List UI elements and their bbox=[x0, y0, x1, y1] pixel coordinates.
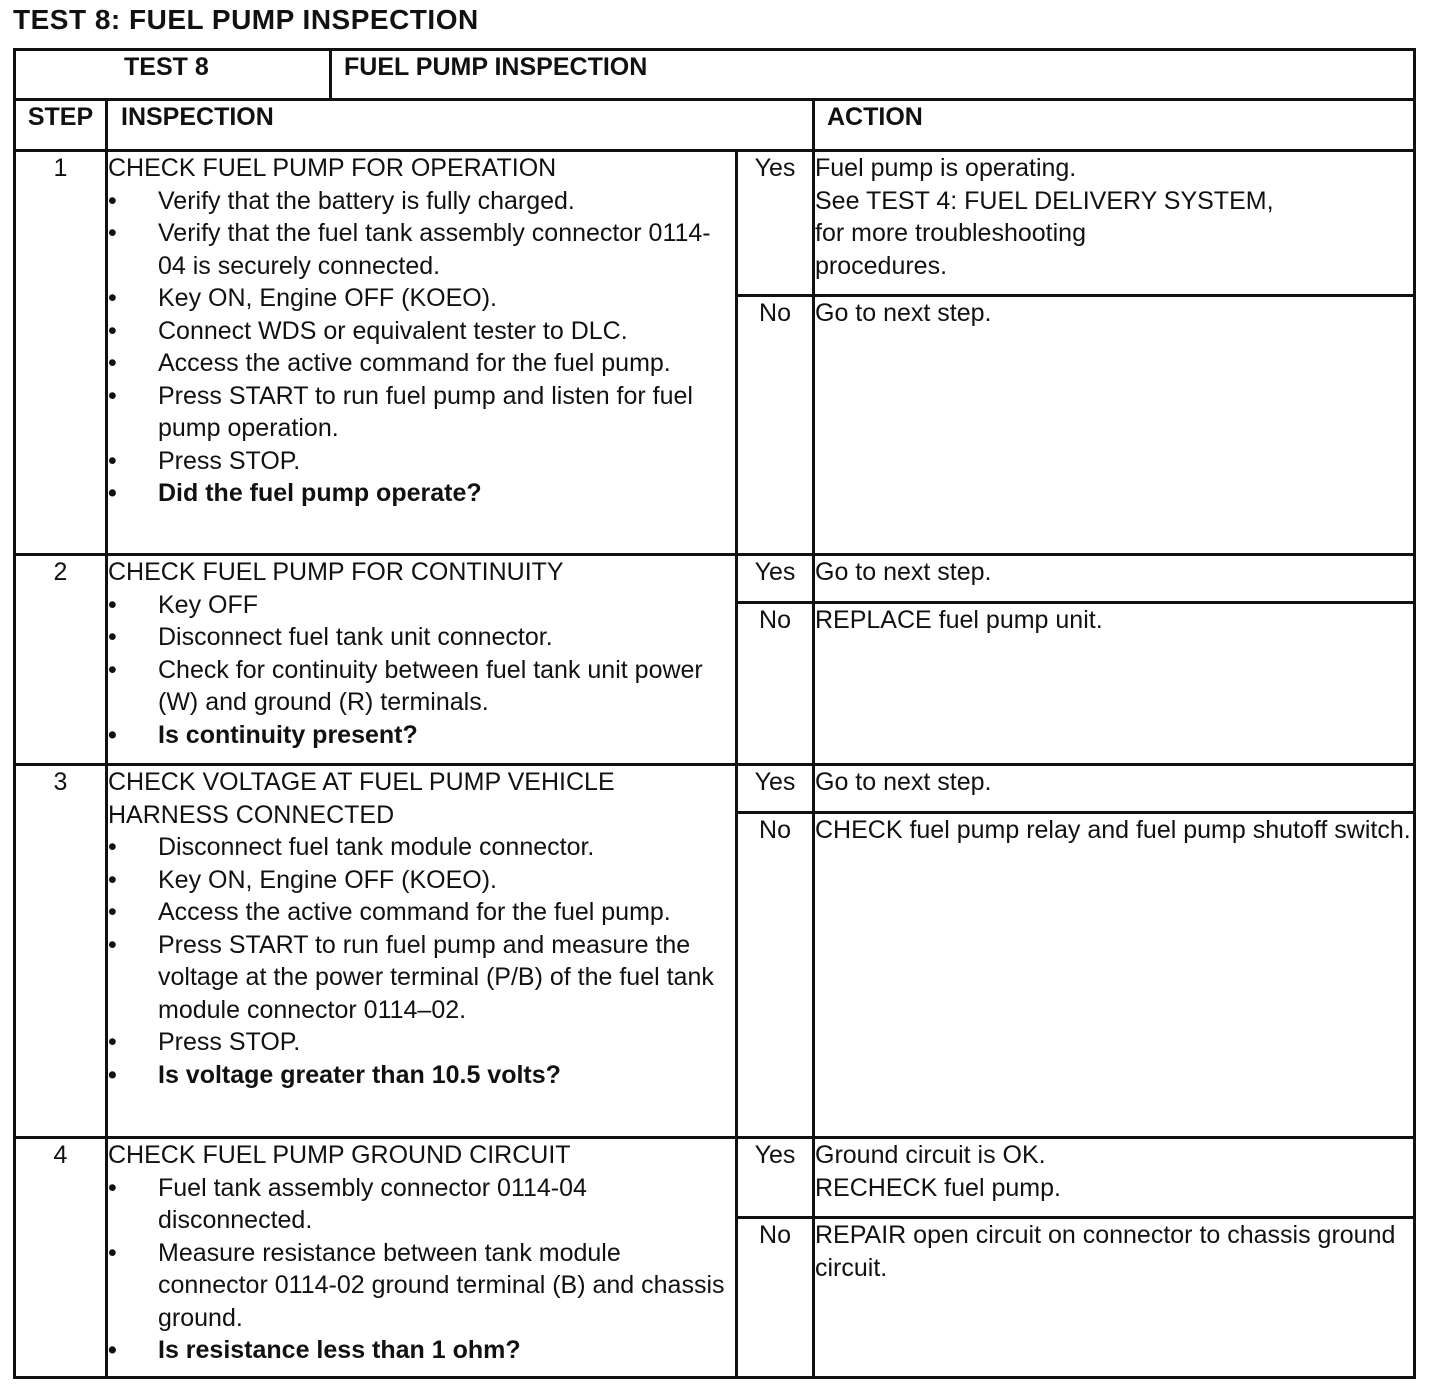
test-label: TEST 8 bbox=[15, 50, 331, 100]
inspection-bullet: • Measure resistance between tank module connector 0114-02 ground terminal (B) and chassis ground. bbox=[108, 1237, 735, 1335]
action-line: procedures. bbox=[815, 251, 948, 280]
inspection-bullet: • Access the active command for the fuel pump. bbox=[108, 347, 735, 380]
action-line: See TEST 4: FUEL DELIVERY SYSTEM, bbox=[815, 186, 1274, 215]
no-label: No bbox=[737, 296, 814, 555]
action-line: Go to next step. bbox=[815, 768, 992, 796]
action-line: REPLACE fuel pump unit. bbox=[815, 606, 1103, 634]
yes-label: Yes bbox=[737, 765, 814, 813]
inspection-question: • Is resistance less than 1 ohm? bbox=[108, 1334, 735, 1367]
step-title: CHECK VOLTAGE AT FUEL PUMP VEHICLE HARNESS CONNECTED bbox=[108, 768, 615, 829]
step-2-yes-row bbox=[15, 555, 1415, 603]
inspection-bullet: • Disconnect fuel tank module connector. bbox=[108, 831, 735, 864]
action-line: Go to next step. bbox=[815, 299, 992, 327]
inspection-bullet: • Access the active command for the fuel pump. bbox=[108, 896, 735, 929]
yes-action bbox=[814, 765, 1415, 813]
inspection-bullet: • Press STOP. bbox=[108, 1026, 735, 1059]
no-label: No bbox=[737, 1218, 814, 1378]
yes-label: Yes bbox=[737, 151, 814, 296]
step-3-inspection bbox=[107, 765, 737, 1138]
inspection-bullet: • Key OFF bbox=[108, 589, 735, 622]
no-label: No bbox=[737, 603, 814, 765]
inspection-bullets bbox=[108, 831, 735, 1091]
table-title-row bbox=[15, 50, 1415, 100]
inspection-bullet: • Verify that the fuel tank assembly connector 0114-04 is securely connected. bbox=[108, 217, 735, 282]
action-line: Go to next step. bbox=[815, 558, 992, 586]
step-1-yes-row bbox=[15, 151, 1415, 296]
inspection-bullet: • Connect WDS or equivalent tester to DLC. bbox=[108, 315, 735, 348]
inspection-question: • Is voltage greater than 10.5 volts? bbox=[108, 1059, 735, 1092]
inspection-bullets bbox=[108, 589, 735, 752]
action-line: Ground circuit is OK. bbox=[815, 1141, 1046, 1169]
inspection-bullet: • Press STOP. bbox=[108, 445, 735, 478]
step-number: 3 bbox=[15, 765, 107, 1138]
page-title: TEST 8: FUEL PUMP INSPECTION bbox=[13, 4, 479, 35]
inspection-bullet: • Check for continuity between fuel tank unit power (W) and ground (R) terminals. bbox=[108, 654, 735, 719]
step-4-yes-row bbox=[15, 1138, 1415, 1218]
step-4-inspection bbox=[107, 1138, 737, 1378]
step-3-yes-row bbox=[15, 765, 1415, 813]
action-line: RECHECK fuel pump. bbox=[815, 1173, 1061, 1202]
step-column-header: STEP bbox=[15, 100, 107, 151]
action-line: REPAIR open circuit on connector to chassis ground circuit. bbox=[815, 1221, 1396, 1282]
inspection-bullet: • Press START to run fuel pump and measure the voltage at the power terminal (P/B) of the fuel tank module connector 0114–02. bbox=[108, 929, 735, 1027]
no-label: No bbox=[737, 813, 814, 1138]
inspection-column-header: INSPECTION bbox=[107, 100, 814, 151]
inspection-bullet: • Press START to run fuel pump and listen for fuel pump operation. bbox=[108, 380, 735, 445]
no-action bbox=[814, 1218, 1415, 1378]
step-number: 1 bbox=[15, 151, 107, 555]
inspection-question: • Did the fuel pump operate? bbox=[108, 477, 735, 510]
step-title: CHECK FUEL PUMP FOR OPERATION bbox=[108, 154, 557, 182]
yes-action bbox=[814, 151, 1415, 296]
inspection-bullet: • Fuel tank assembly connector 0114-04 disconnected. bbox=[108, 1172, 735, 1237]
inspection-bullet: • Disconnect fuel tank unit connector. bbox=[108, 621, 735, 654]
step-number: 2 bbox=[15, 555, 107, 765]
inspection-question: • Is continuity present? bbox=[108, 719, 735, 752]
yes-action bbox=[814, 555, 1415, 603]
inspection-bullet: • Key ON, Engine OFF (KOEO). bbox=[108, 282, 735, 315]
column-header-row bbox=[15, 100, 1415, 151]
inspection-bullets bbox=[108, 1172, 735, 1367]
step-2-inspection bbox=[107, 555, 737, 765]
step-title: CHECK FUEL PUMP FOR CONTINUITY bbox=[108, 558, 564, 586]
action-line: for more troubleshooting bbox=[815, 219, 1086, 247]
no-action bbox=[814, 603, 1415, 765]
step-title: CHECK FUEL PUMP GROUND CIRCUIT bbox=[108, 1141, 571, 1169]
test-name: FUEL PUMP INSPECTION bbox=[331, 50, 1415, 100]
no-action bbox=[814, 296, 1415, 555]
inspection-bullets bbox=[108, 185, 735, 510]
no-action bbox=[814, 813, 1415, 1138]
action-column-header: ACTION bbox=[814, 100, 1415, 151]
inspection-bullet: • Verify that the battery is fully charged. bbox=[108, 185, 735, 218]
step-number: 4 bbox=[15, 1138, 107, 1378]
step-1-inspection bbox=[107, 151, 737, 555]
fuel-pump-inspection-table bbox=[13, 48, 1416, 1379]
inspection-bullet: • Key ON, Engine OFF (KOEO). bbox=[108, 864, 735, 897]
yes-label: Yes bbox=[737, 555, 814, 603]
action-line: Fuel pump is operating. bbox=[815, 154, 1077, 182]
yes-label: Yes bbox=[737, 1138, 814, 1218]
yes-action bbox=[814, 1138, 1415, 1218]
action-line: CHECK fuel pump relay and fuel pump shutoff switch. bbox=[815, 816, 1411, 844]
